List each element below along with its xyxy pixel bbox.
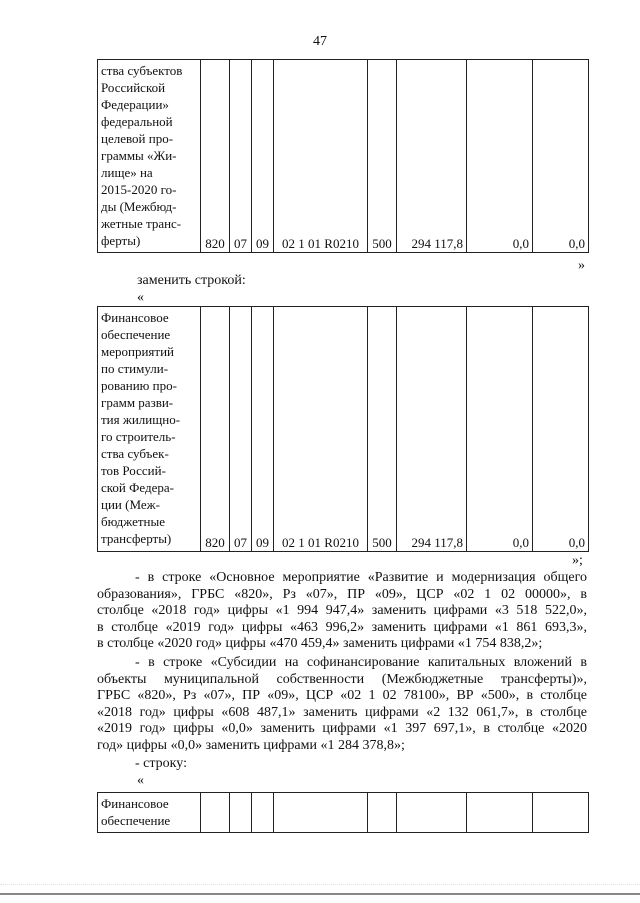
paragraph-subsidies: - в строке «Субсидии на софинансирование капитальных вложений в объекты муниципальной собственности (Межбюджетные трансферты)», ГРБС «820», Рз «07», ПР «09», ЦСР «02 1 02 78100», ВР «500», в столбце «2018 год» цифры «608 487,1» заменить цифрами «2 132 061,7», в столбце «2019 год» цифры «0,0» заменить цифрами «1 397 697,1», в столбце «2020 год» цифры «0,0» заменить цифрами «1 284 378,8»;: [97, 655, 587, 753]
amount-2020-cell: 0,0: [533, 307, 589, 552]
amount-2019-cell: 0,0: [467, 307, 533, 552]
amount-2020-cell: 0,0: [533, 60, 589, 253]
amount-2018-cell: 294 117,8: [397, 60, 467, 253]
page-bottom-edge: [0, 893, 640, 895]
close-quote: »: [578, 258, 585, 273]
rz-cell: [230, 793, 252, 833]
budget-table-3: [97, 792, 589, 833]
csr-cell: 02 1 01 R0210: [274, 60, 368, 253]
csr-cell: [274, 793, 368, 833]
grbs-cell: 820: [201, 307, 230, 552]
row-description: Финансовое обеспечение мероприятий по стимули- рованию про- грамм разви- тия жилищно- го строитель- ства субъек- тов Россий- ской Федера- ции (Меж- бюджетные трансферты): [98, 307, 201, 552]
close-quote-semicolon: »;: [572, 553, 583, 568]
budget-table-2: [97, 306, 589, 552]
amount-2018-cell: [397, 793, 467, 833]
pr-cell: [252, 793, 274, 833]
paragraph-main-activity: - в строке «Основное мероприятие «Развитие и модернизация общего образования», ГРБС «820», Рз «07», ПР «09», ЦСР «02 1 02 00000», в столбце «2018 год» цифры «1 994 947,4» заменить цифрами «3 518 522,0», в столбце «2019 год» цифры «463 996,2» заменить цифрами «1 861 693,3», в столбце «2020 год» цифры «470 459,4» заменить цифрами «1 754 838,2»;: [97, 570, 587, 651]
amount-2020-cell: [533, 793, 589, 833]
csr-cell: 02 1 01 R0210: [274, 307, 368, 552]
amount-2018-cell: 294 117,8: [397, 307, 467, 552]
vr-cell: [368, 793, 397, 833]
amount-2019-cell: 0,0: [467, 60, 533, 253]
line-label: - строку:: [135, 756, 187, 771]
vr-cell: 500: [368, 60, 397, 253]
pr-cell: 09: [252, 60, 274, 253]
open-quote: «: [137, 290, 144, 305]
rz-cell: 07: [230, 60, 252, 253]
grbs-cell: 820: [201, 60, 230, 253]
budget-table-1: [97, 59, 589, 253]
open-quote: «: [137, 773, 144, 788]
page-number: 47: [313, 34, 327, 49]
grbs-cell: [201, 793, 230, 833]
vr-cell: 500: [368, 307, 397, 552]
pr-cell: 09: [252, 307, 274, 552]
replace-with-row-label: заменить строкой:: [137, 273, 246, 288]
rz-cell: 07: [230, 307, 252, 552]
amount-2019-cell: [467, 793, 533, 833]
row-description: Финансовое обеспечение: [98, 793, 201, 833]
scan-noise: [0, 878, 640, 885]
row-description: ства субъектов Российской Федерации» федеральной целевой про- граммы «Жи- лище» на 2015-2020 го- ды (Межбюд- жетные транс- ферты): [98, 60, 201, 253]
